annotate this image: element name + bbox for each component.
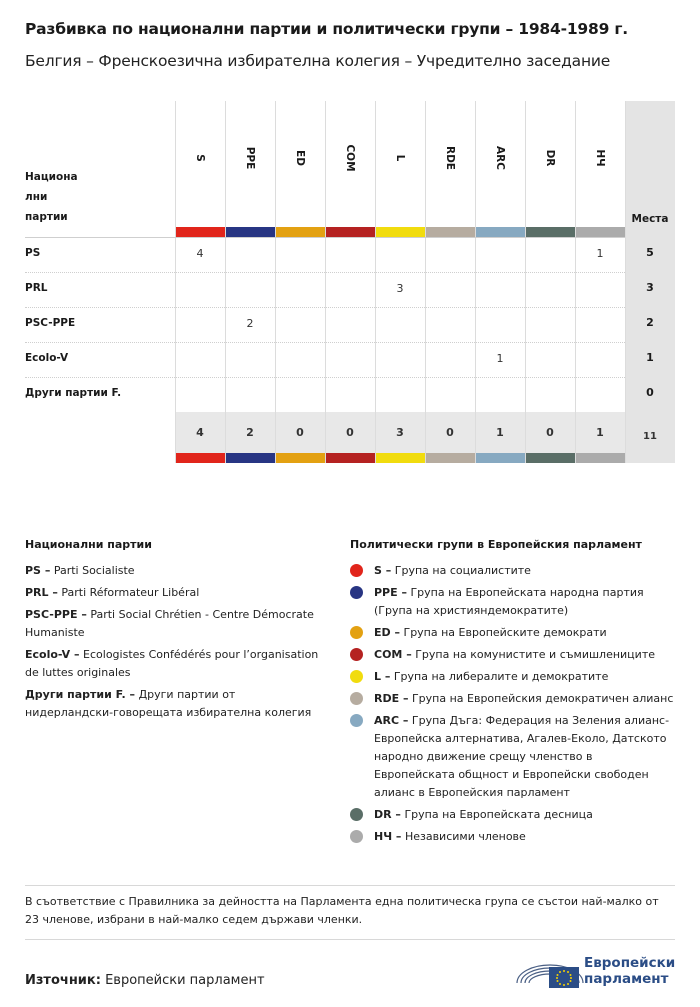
group-color-bar	[426, 227, 475, 237]
group-color-bar	[476, 227, 525, 237]
national-party-legend-item: PSC-PPE – Parti Social Chrétien - Centre Démocrate Humaniste	[25, 608, 314, 639]
political-group-legend-item: S – Група на социалистите	[350, 562, 675, 580]
group-color-bar	[176, 227, 225, 237]
group-color-bar	[176, 453, 225, 463]
political-group-legend-item: НЧ – Независими членове	[350, 828, 675, 846]
seat-cell: 2	[246, 317, 254, 330]
row-total: 5	[646, 246, 654, 259]
color-dot-icon	[350, 670, 363, 683]
party-label: PSC-PPE	[25, 317, 76, 329]
divider	[25, 939, 675, 940]
page-subtitle: Белгия – Френскоезична избирателна колегия – Учредително заседание	[25, 52, 611, 70]
group-color-bar	[326, 227, 375, 237]
group-header-ppe: PPE	[244, 146, 256, 170]
group-total: 3	[396, 426, 404, 439]
party-label: Ecolo-V	[25, 352, 69, 364]
table-row	[25, 272, 625, 307]
group-header-dr: DR	[544, 149, 556, 167]
grand-total: 11	[643, 431, 657, 442]
political-group-legend-item: L – Група на либералите и демократите	[350, 668, 675, 686]
source-value: Европейски парламент	[105, 973, 265, 988]
seats-header: Места	[631, 213, 669, 225]
page-title: Разбивка по национални партии и политически групи – 1984-1989 г.	[25, 20, 628, 38]
group-color-bar	[226, 227, 275, 237]
political-group-legend-item: ED – Група на Европейските демократи	[350, 624, 675, 642]
political-group-legend-item: PPE – Група на Европейската народна партия (Група на християндемократите)	[350, 584, 675, 620]
color-dot-icon	[350, 808, 363, 821]
national-party-legend-item: Други партии F. – Други партии от нидерландски-говорещата избирателна колегия	[25, 688, 312, 719]
source-line	[25, 973, 265, 988]
group-color-bar	[476, 453, 525, 463]
group-color-bar	[426, 453, 475, 463]
group-total: 0	[296, 426, 304, 439]
national-party-legend-item: PS – Parti Socialiste	[25, 564, 135, 577]
group-total: 1	[596, 426, 604, 439]
group-total: 0	[346, 426, 354, 439]
parliament-hemicycle-icon	[515, 951, 585, 991]
row-total: 1	[646, 351, 654, 364]
seat-cell: 3	[396, 282, 404, 295]
color-dot-icon	[350, 586, 363, 599]
color-dot-icon	[350, 648, 363, 661]
political-group-legend-item: COM – Група на комунистите и съмишлениците	[350, 646, 675, 664]
group-total: 0	[546, 426, 554, 439]
group-color-bar	[576, 227, 625, 237]
footnote: В съответствие с Правилника за дейността на Парламента една политическа група се състои най-малко от 23 членове, избрани в най-малко седем държави членки.	[25, 895, 659, 926]
national-parties-legend-title: Национални партии	[25, 538, 152, 551]
group-color-bar	[376, 453, 425, 463]
group-color-bar	[276, 453, 325, 463]
political-groups-legend-title: Политически групи в Европейския парламент	[350, 538, 642, 551]
group-total: 0	[446, 426, 454, 439]
party-label: PRL	[25, 282, 48, 294]
party-label: PS	[25, 247, 41, 259]
group-header-com: COM	[344, 144, 356, 172]
national-party-legend-item: Ecolo-V – Ecologistes Confédérés pour l’organisation de luttes originales	[25, 648, 319, 679]
divider	[25, 885, 675, 886]
group-color-bar	[276, 227, 325, 237]
political-group-legend-item: DR – Група на Европейската десница	[350, 806, 675, 824]
group-total: 1	[496, 426, 504, 439]
seat-cell: 1	[596, 247, 604, 260]
table-row	[25, 342, 625, 377]
color-dot-icon	[350, 714, 363, 727]
group-header-s: S	[194, 154, 206, 162]
group-color-bar	[576, 453, 625, 463]
row-total: 3	[646, 281, 654, 294]
group-color-bar	[226, 453, 275, 463]
color-dot-icon	[350, 564, 363, 577]
color-dot-icon	[350, 626, 363, 639]
table-row	[25, 307, 625, 342]
seat-cell: 4	[196, 247, 204, 260]
group-total: 4	[196, 426, 204, 439]
group-color-bar	[526, 453, 575, 463]
national-party-legend-item: PRL – Parti Réformateur Libéral	[25, 586, 200, 599]
group-color-bar	[376, 227, 425, 237]
row-total: 0	[646, 386, 654, 399]
group-color-bar	[326, 453, 375, 463]
source-label: Източник:	[25, 973, 101, 988]
logo-text: Европейски парламент	[584, 955, 676, 987]
table-row	[25, 237, 625, 272]
group-color-bar	[526, 227, 575, 237]
seat-cell: 1	[496, 352, 504, 365]
row-header-label: Национа лни партии	[25, 171, 78, 223]
row-total: 2	[646, 316, 654, 329]
political-group-legend-item: RDE – Група на Европейския демократичен алианс	[350, 690, 675, 708]
group-header-ed: ED	[294, 150, 306, 166]
table-row	[25, 377, 625, 412]
color-dot-icon	[350, 830, 363, 843]
group-header-нч: НЧ	[594, 149, 606, 167]
color-dot-icon	[350, 692, 363, 705]
group-header-arc: ARC	[494, 146, 506, 170]
political-group-legend-item: ARC – Група Дъга: Федерация на Зеления алианс-Европейска алтернатива, Агалев-Еколо, Датското народно движение срещу членство в Европейската общност и Европейски свободен алианс в Европейския парламент	[350, 712, 675, 802]
group-header-l: L	[394, 154, 406, 162]
party-label: Други партии F.	[25, 387, 122, 399]
group-total: 2	[246, 426, 254, 439]
group-header-rde: RDE	[444, 146, 456, 170]
